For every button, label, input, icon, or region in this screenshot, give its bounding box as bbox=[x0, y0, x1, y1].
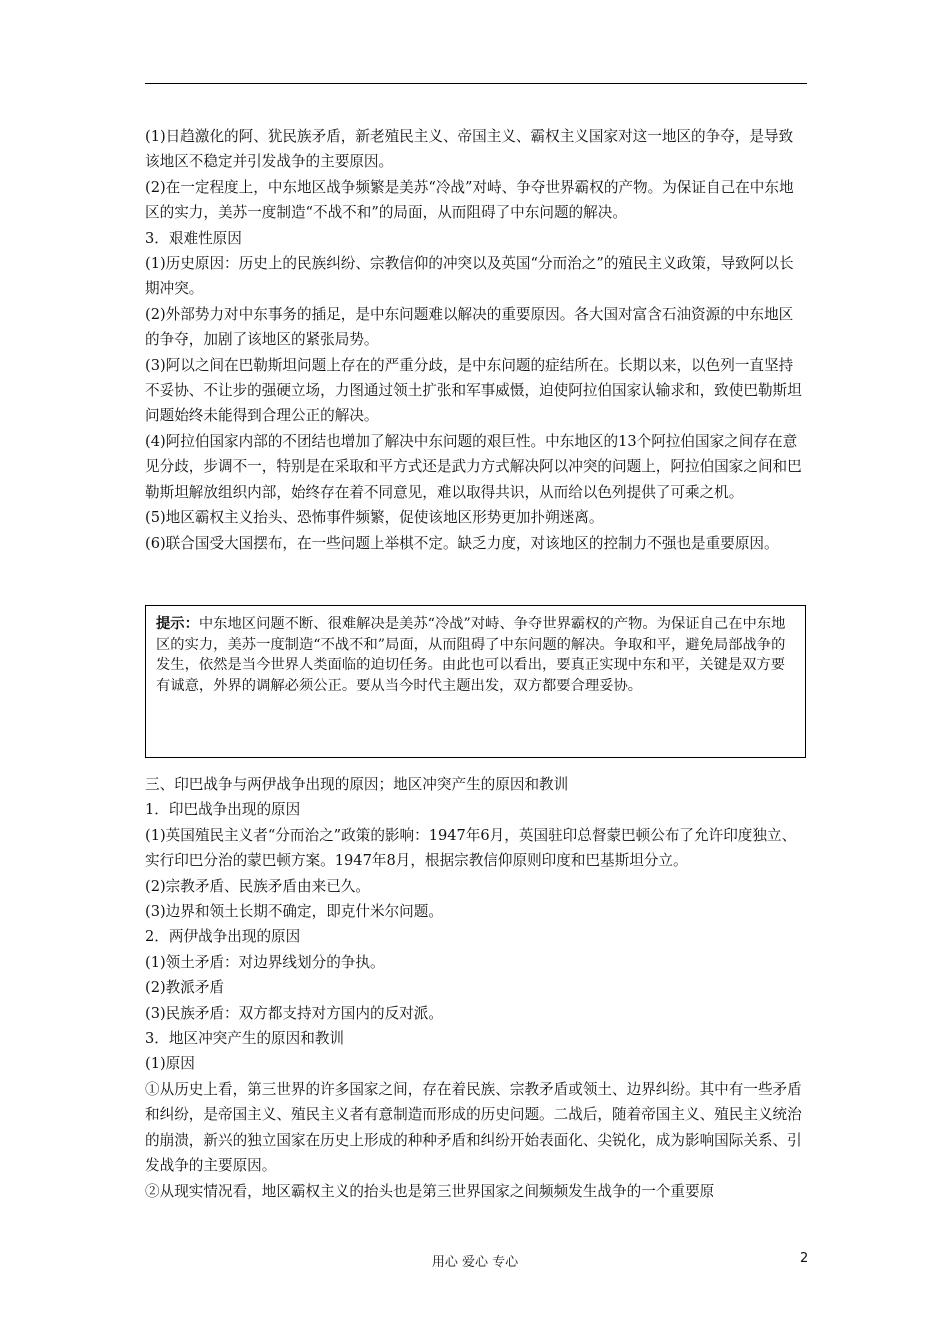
document-body-top bbox=[145, 124, 807, 556]
paragraph: ②从现实情况看，地区霸权主义的抬头也是第三世界国家之间频频发生战争的一个重要原 bbox=[145, 1182, 715, 1200]
subsection-heading: 2．两伊战争出现的原因 bbox=[145, 928, 301, 946]
section-heading: 3．艰难性原因 bbox=[145, 229, 242, 247]
page-number: 2 bbox=[800, 1251, 809, 1266]
paragraph: (2)外部势力对中东事务的插足，是中东问题难以解决的重要原因。各大国对富含石油资源的中东地区的争夺，加剧了该地区的紧张局势。 bbox=[145, 305, 794, 349]
document-body-bottom bbox=[145, 772, 807, 1204]
paragraph: (1)历史原因：历史上的民族纠纷、宗教信仰的冲突以及英国“分而治之”的殖民主义政策，导致阿以长期冲突。 bbox=[145, 255, 794, 298]
paragraph: (1)英国殖民主义者“分而治之”政策的影响：1947年6月，英国驻印总督蒙巴顿公布了允许印度独立、实行印巴分治的蒙巴顿方案。1947年8月，根据宗教信仰原则印度和巴基斯坦分立。 bbox=[145, 826, 797, 870]
paragraph: (1)领土矛盾：对边界线划分的争执。 bbox=[145, 953, 385, 971]
paragraph: ①从历史上看，第三世界的许多国家之间，存在着民族、宗教矛盾或领土、边界纠纷。其中有一些矛盾和纠纷，是帝国主义、殖民主义者有意制造而形成的历史问题。二战后，随着帝国主义、殖民主义统治的崩溃，新兴的独立国家在历史上形成的种种矛盾和纠纷开始表面化、尖锐化，成为影响国际关系、引发战争的主要原因。 bbox=[145, 1080, 802, 1175]
footer-slogan: 用心 爱心 专心 bbox=[431, 1255, 519, 1270]
tip-box bbox=[145, 605, 806, 758]
tip-text: 中东地区问题不断、很难解决是美苏“冷战”对峙、争夺世界霸权的产物。为保证自己在中东地区的实力，美苏一度制造“不战不和”局面，从而阻碍了中东问题的解决。争取和平，避免局部战争的发生，依然是当今世界人类面临的迫切任务。由此也可以看出，要真正实现中东和平，关键是双方要有诚意，外界的调解必须公正。要从当今时代主题出发，双方都要合理妥协。 bbox=[156, 616, 786, 694]
paragraph: (1)日趋激化的阿、犹民族矛盾，新老殖民主义、帝国主义、霸权主义国家对这一地区的争夺，是导致该地区不稳定并引发战争的主要原因。 bbox=[145, 128, 794, 171]
subsection-heading: 1．印巴战争出现的原因 bbox=[145, 801, 301, 819]
header-rule bbox=[145, 83, 807, 84]
paragraph: (2)教派矛盾 bbox=[145, 979, 225, 997]
paragraph: (3)边界和领土长期不确定，即克什米尔问题。 bbox=[145, 903, 443, 921]
paragraph: (2)宗教矛盾、民族矛盾由来已久。 bbox=[145, 877, 370, 895]
section-heading: 三、印巴战争与两伊战争出现的原因；地区冲突产生的原因和教训 bbox=[145, 776, 569, 793]
paragraph: (5)地区霸权主义抬头、恐怖事件频繁，促使该地区形势更加扑朔迷离。 bbox=[145, 509, 604, 527]
paragraph: (1)原因 bbox=[145, 1055, 195, 1073]
paragraph: (6)联合国受大国摆布，在一些问题上举棋不定。缺乏力度，对该地区的控制力不强也是重要原因。 bbox=[145, 534, 779, 552]
paragraph: (3)阿以之间在巴勒斯坦问题上存在的严重分歧，是中东问题的症结所在。长期以来，以色列一直坚持不妥协、不让步的强硬立场，力图通过领土扩张和军事威慑，迫使阿拉伯国家认输求和，致使巴勒斯坦问题始终未能得到合理公正的解决。 bbox=[145, 356, 802, 425]
tip-label: 提示： bbox=[156, 616, 199, 632]
paragraph: (2)在一定程度上，中东地区战争频繁是美苏“冷战”对峙、争夺世界霸权的产物。为保证自己在中东地区的实力，美苏一度制造“不战不和”的局面，从而阻碍了中东问题的解决。 bbox=[145, 178, 794, 222]
page-footer bbox=[0, 1251, 950, 1271]
subsection-heading: 3．地区冲突产生的原因和教训 bbox=[145, 1030, 345, 1048]
paragraph: (3)民族矛盾：双方都支持对方国内的反对派。 bbox=[145, 1004, 443, 1022]
paragraph: (4)阿拉伯国家内部的不团结也增加了解决中东问题的艰巨性。中东地区的13个阿拉伯国家之间存在意见分歧，步调不一，特别是在采取和平方式还是武力方式解决阿以冲突的问题上，阿拉伯国家之间和巴勒斯坦解放组织内部，始终存在着不同意见，难以取得共识，从而给以色列提供了可乘之机。 bbox=[145, 432, 802, 501]
